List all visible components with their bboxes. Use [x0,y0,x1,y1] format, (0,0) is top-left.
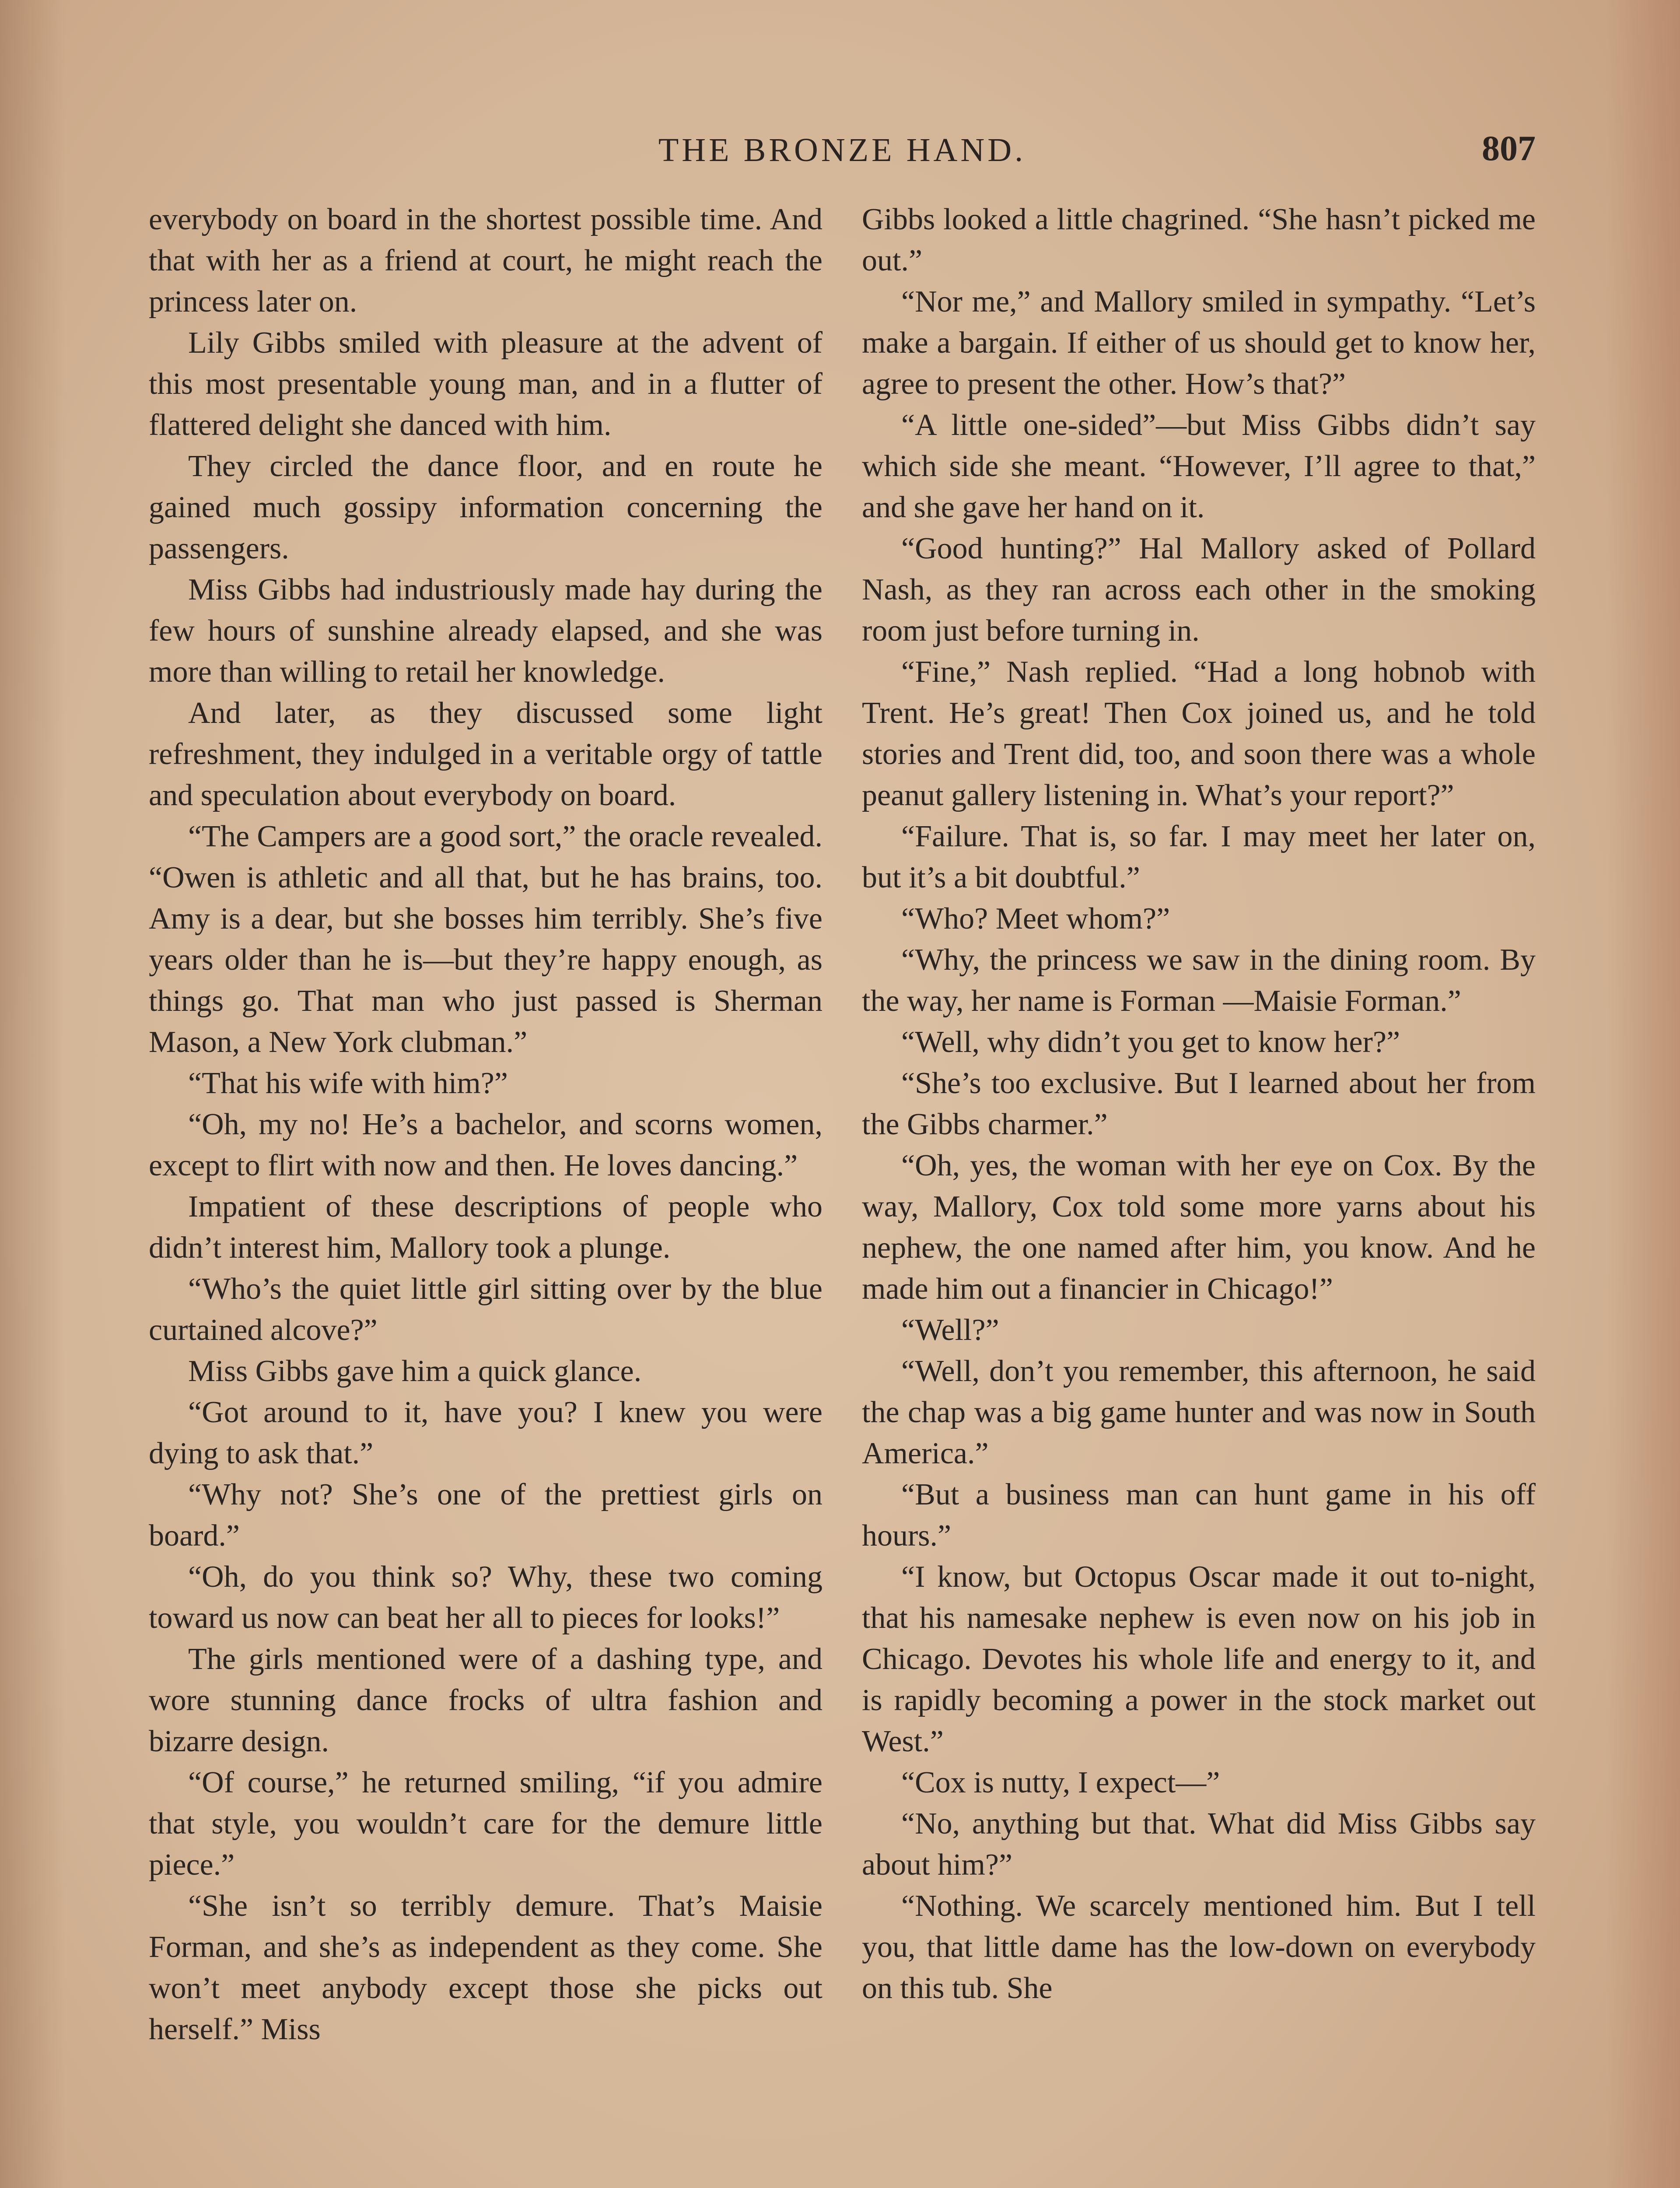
paragraph: “Well, why didn’t you get to know her?” [901,1025,1400,1059]
paragraph: “That his wife with him?” [188,1066,508,1100]
paragraph: “I know, but Octopus Oscar made it out to-night, that his namesake nephew is even now on his job in Chicago. Devotes his whole life and energy to it, and is rapidly becoming a power in the stock market out West.” [862,1560,1536,1758]
paragraph: “A little one-sided”—but Miss Gibbs didn’t say which side she meant. “However, I’ll agree to that,” and she gave her hand on it. [862,408,1536,524]
paragraph: everybody on board in the shortest possible time. And that with her as a friend at court, he might reach the princess later on. [149,203,822,319]
paragraph: The girls mentioned were of a dashing type, and wore stunning dance frocks of ultra fashion and bizarre design. [149,1642,822,1758]
paragraph: And later, as they discussed some light refreshment, they indulged in a veritable orgy of tattle and speculation about everybody on board. [149,696,822,812]
paragraph: “But a business man can hunt game in his off hours.” [862,1478,1536,1553]
paragraph: “Well?” [901,1313,999,1347]
paragraph: “Nor me,” and Mallory smiled in sympathy. “Let’s make a bargain. If either of us should get to know her, agree to present the other. How’s that?” [862,285,1536,401]
paragraph: “Oh, my no! He’s a bachelor, and scorns women, except to flirt with now and then. He loves dancing.” [149,1108,822,1182]
page-header [149,128,1536,184]
paragraph: Impatient of these descriptions of people who didn’t interest him, Mallory took a plunge. [149,1190,822,1265]
paragraph: “Failure. That is, so far. I may meet her later on, but it’s a bit doubtful.” [862,820,1536,894]
page-edge-shadow-left [0,0,66,2188]
page-edge-shadow-right [1606,0,1680,2188]
page-number: 807 [1482,128,1536,168]
paragraph: “Why not? She’s one of the prettiest girls on board.” [149,1478,822,1553]
paragraph: “She’s too exclusive. But I learned about her from the Gibbs charmer.” [862,1066,1536,1141]
paragraph: “Nothing. We scarcely mentioned him. But I tell you, that little dame has the low-down on everybody on this tub. She [862,1889,1536,2005]
paragraph: They circled the dance floor, and en route he gained much gossipy information concerning the passengers. [149,449,822,565]
paragraph: “Good hunting?” Hal Mallory asked of Pollard Nash, as they ran across each other in the smoking room just before turning in. [862,532,1536,648]
paragraph: Gibbs looked a little chagrined. “She hasn’t picked me out.” [862,203,1536,277]
paragraph: Miss Gibbs gave him a quick glance. [188,1354,642,1388]
right-column [862,199,1536,2188]
running-title: THE BRONZE HAND. [658,132,1026,168]
paragraph: “Why, the princess we saw in the dining room. By the way, her name is Forman —Maisie Forman.” [862,943,1536,1018]
paragraph: “Well, don’t you remember, this afternoon, he said the chap was a big game hunter and was now in South America.” [862,1354,1536,1470]
text-columns [149,199,1536,2188]
paragraph: “Cox is nutty, I expect—” [901,1766,1220,1799]
paragraph: Miss Gibbs had industriously made hay during the few hours of sunshine already elapsed, and she was more than willing to retail her knowledge. [149,573,822,689]
paragraph: “She isn’t so terribly demure. That’s Maisie Forman, and she’s as independent as they come. She won’t meet anybody except those she picks out herself.” Miss [149,1889,822,2046]
paragraph: “Who’s the quiet little girl sitting over by the blue curtained alcove?” [149,1272,822,1347]
left-column [149,199,822,2188]
paragraph: “Oh, yes, the woman with her eye on Cox. By the way, Mallory, Cox told some more yarns about his nephew, the one named after him, you know. And he made him out a financier in Chicago!” [862,1149,1536,1306]
paragraph: “Fine,” Nash replied. “Had a long hobnob with Trent. He’s great! Then Cox joined us, and he told stories and Trent did, too, and soon there was a whole peanut gallery listening in. What’s your report?” [862,655,1536,812]
paragraph: “Got around to it, have you? I knew you were dying to ask that.” [149,1396,822,1470]
paragraph: “Oh, do you think so? Why, these two coming toward us now can beat her all to pieces for looks!” [149,1560,822,1635]
paragraph: “Who? Meet whom?” [901,902,1170,936]
paragraph: Lily Gibbs smiled with pleasure at the advent of this most presentable young man, and in a flutter of flattered delight she danced with him. [149,326,822,442]
paragraph: “Of course,” he returned smiling, “if you admire that style, you wouldn’t care for the demure little piece.” [149,1766,822,1882]
paragraph: “The Campers are a good sort,” the oracle revealed. “Owen is athletic and all that, but he has brains, too. Amy is a dear, but she bosses him terribly. She’s five years older than he is—but they’re happy enough, as things go. That man who just passed is Sherman Mason, a New York clubman.” [149,820,822,1059]
paragraph: “No, anything but that. What did Miss Gibbs say about him?” [862,1807,1536,1882]
